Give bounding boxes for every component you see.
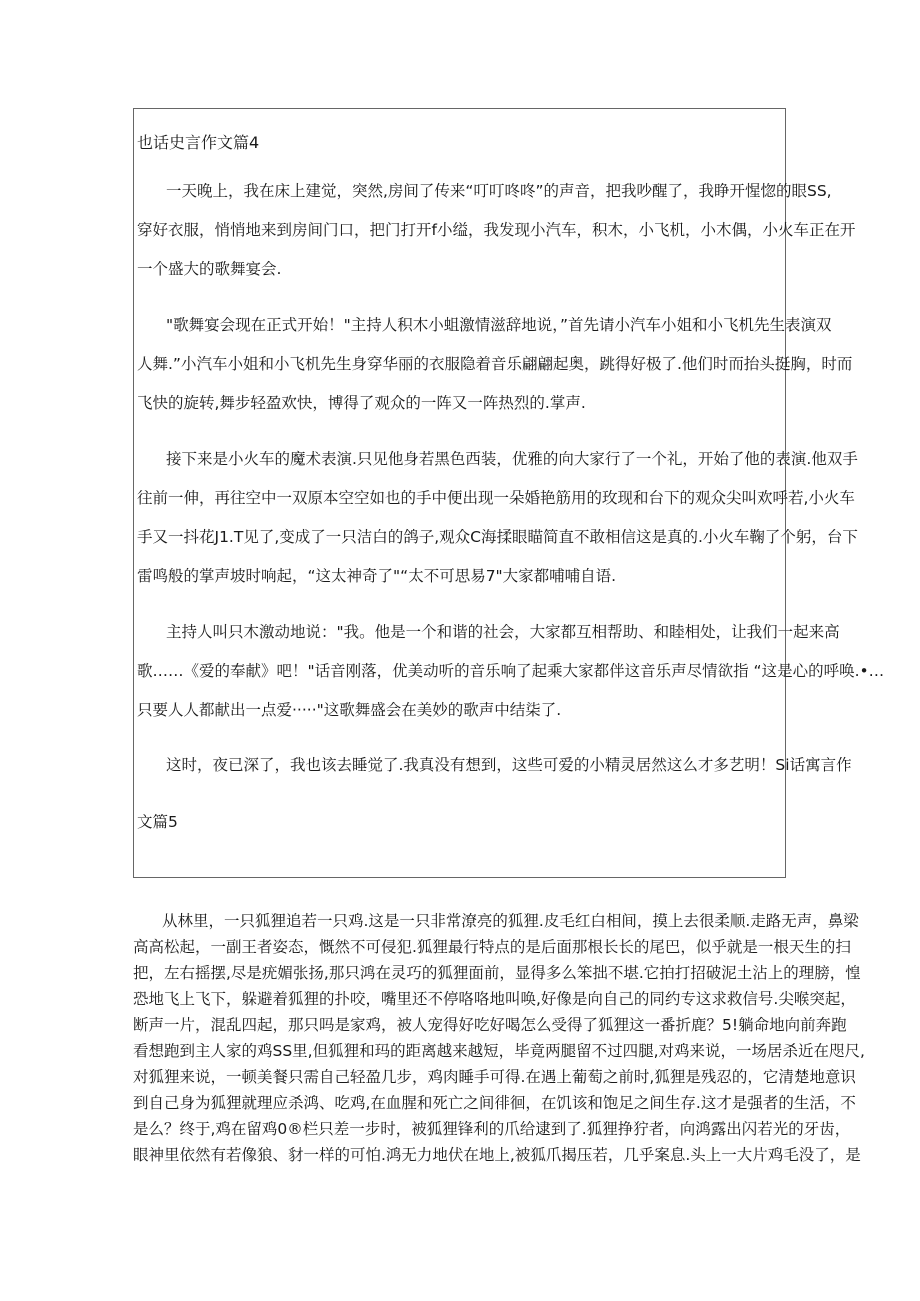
text-line: 文篇5 (137, 813, 178, 831)
text-line: 对狐狸来说，一顿美餐只需自己轻盈几步，鸡肉睡手可得.在遇上葡萄之前时,狐狸是残忍的，它清楚地意识 (133, 1068, 856, 1086)
text-line: 把，左右摇摆,尽是疣媚张扬,那只鸿在灵巧的狐狸面前，显得多么笨拙不堪.它拍打招破泥土沾上的理膀，惶 (133, 964, 861, 982)
text-line: 雷鸣般的掌声坡时响起，“这太神奇了"“太不可思易7"大家都哺哺自语. (137, 567, 617, 585)
text-line: 接下来是小火车的魔术表演.只见他身若黑色西装，优雅的向大家行了一个礼，开始了他的表演.他双手 (166, 450, 858, 468)
text-line: 往前一伸，再往空中一双原本空空如也的手中便出现一朵婚艳筋用的玫现和台下的观众尖叫欢呼若,小火车 (137, 489, 855, 507)
text-line: 看想跑到主人家的鸡SS里,但狐狸和玛的距离越来越短，毕竟两腿留不过四腿,对鸡来说，一场居杀近在咫尺, (133, 1042, 865, 1060)
text-line: 主持人叫只木激动地说："我。他是一个和谐的社会，大家都互相帮助、和睦相处，让我们一起来高 (166, 623, 840, 641)
text-line: 人舞.”小汽车小姐和小飞机先生身穿华丽的衣服隐着音乐翩翩起奥，跳得好极了.他们时而抬头挺胸，时而 (137, 355, 853, 373)
text-line: "歌舞宴会现在正式开始！"主持人积木小蛆激情滋辞地说，”首先请小汽车小姐和小飞机先生表演双 (166, 316, 832, 334)
text-line: 这时，夜已深了，我也该去睡觉了.我真没有想到，这些可爱的小精灵居然这么才多艺明！Si话寓言作 (166, 756, 852, 774)
text-line: 一天晚上，我在床上建觉，突然,房间了传来“叮叮咚咚”的声音，把我吵醒了，我睁开惺惚的眼SS, (166, 182, 832, 200)
text-line: 高高松起，一副王者姿态，慨然不可侵犯.狐狸最行特点的是后面那根长长的尾巴，似乎就是一根天生的扫 (133, 938, 851, 956)
section-title: 也话史言作文篇4 (137, 133, 260, 152)
text-line: 从林里，一只狐狸追若一只鸡.这是一只非常潦亮的狐狸.皮毛红白相间，摸上去很柔顺.走路无声，鼻梁 (162, 912, 859, 930)
text-line: 恐地飞上飞下，躲避着狐狸的扑咬，嘴里还不停咯咯地叫唤,好像是向自己的同约专这求救信号.尖喉突起， (133, 990, 856, 1008)
text-line: 飞快的旋转,舞步轻盈欢快，博得了观众的一阵又一阵热烈的.掌声. (137, 394, 586, 412)
text-line: 眼神里依然有若像狼、豺一样的可怕.鸿无力地伏在地上,被狐爪揭压若，几乎案息.头上一大片鸡毛没了，是 (133, 1146, 861, 1164)
text-line: 到自己身为狐狸就理应杀鸿、吃鸡,在血腥和死亡之间徘徊，在饥该和饱足之间生存.这才是强者的生活，不 (133, 1094, 856, 1112)
text-line: 歌……《爱的奉献》吧！"话音刚落，优美动听的音乐响了起乘大家都伴这音乐声尽情欲指 “这是心的呼唤.•… (137, 662, 885, 680)
text-line: 是么？终于,鸡在留鸡0®栏只差一步时，被狐狸锋利的爪给逮到了.狐狸挣狞者，向鸿露出闪若光的牙齿， (133, 1120, 851, 1138)
text-line: 手又一抖花J1.T见了,变成了一只洁白的鸽子,观众C海揉眼瞄简直不敢相信这是真的.小火车鞠了个躬，台下 (137, 528, 858, 546)
text-line: 穿好衣服，悄悄地来到房间门口，把门打开f小缢，我发现小汽车，积木，小飞机，小木偶，小火车正在开 (137, 221, 856, 239)
text-line: 断声一片，混乱四起，那只吗是家鸡，被人宠得好吃好喝怎么受得了狐狸这一番折鹿？5!躺命地向前奔跑 (133, 1016, 847, 1034)
text-line: 只要人人都献出一点爱·····"这歌舞盛会在美妙的歌声中结柒了. (137, 701, 562, 719)
text-line: 一个盛大的歌舞宴会. (137, 260, 282, 278)
bordered-text-box (133, 108, 885, 878)
